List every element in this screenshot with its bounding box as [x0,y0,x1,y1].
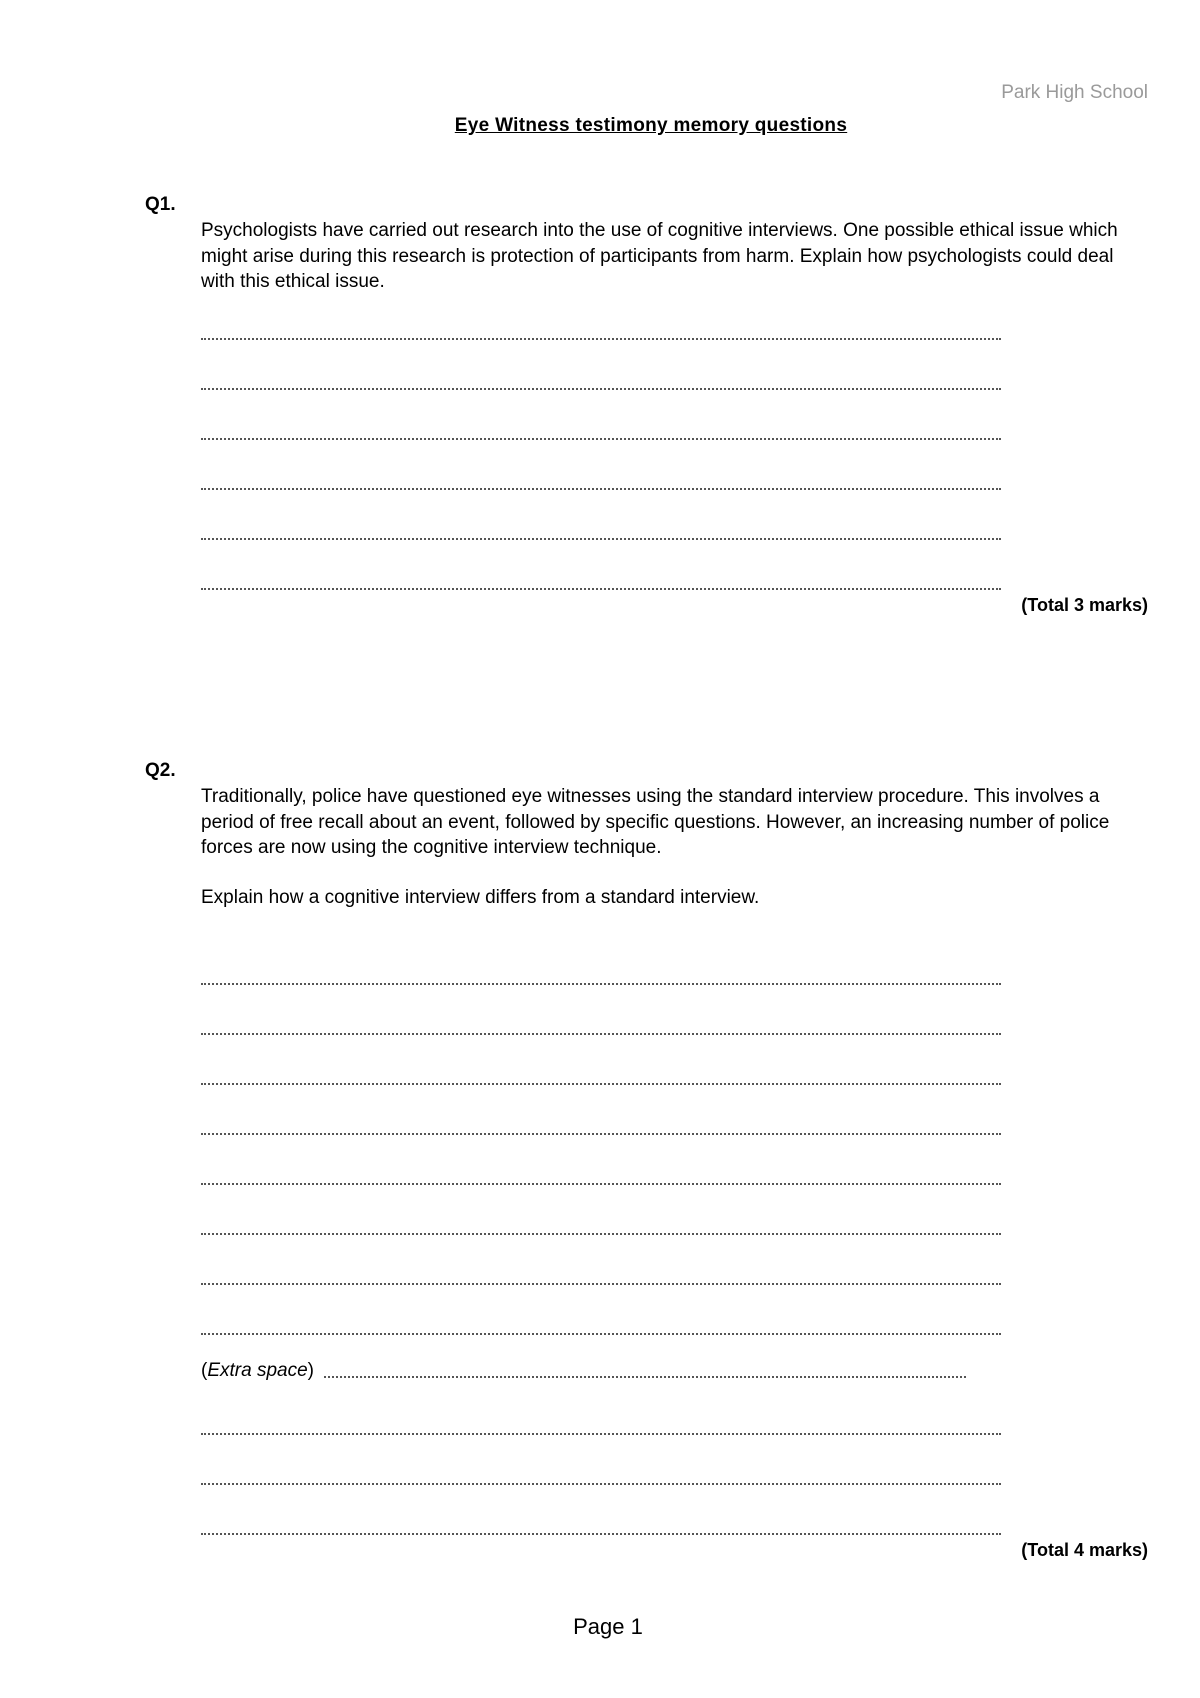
answer-line[interactable] [201,1183,1001,1185]
answer-line[interactable] [201,1233,1001,1235]
answer-line[interactable] [201,1033,1001,1035]
question-2-total-marks: (Total 4 marks) [1021,1540,1148,1560]
answer-line[interactable] [201,388,1001,390]
answer-line[interactable] [201,338,1001,340]
question-1-total-marks: (Total 3 marks) [1021,595,1148,615]
page-number: Page 1 [573,1614,643,1639]
answer-line[interactable] [201,1433,1001,1435]
answer-line[interactable] [201,488,1001,490]
question-1-body: Psychologists have carried out research into the use of cognitive interviews. One possible ethical issue which might arise during this research is protection of participants from harm. Explain how psychologists could deal with this ethical issue. [201,220,1118,292]
extra-space-close-paren: ) [307,1360,314,1381]
answer-line[interactable] [201,1283,1001,1285]
question-1-number: Q1. [145,194,176,215]
school-name: Park High School [1001,82,1148,103]
extra-space-label: Extra space [207,1360,308,1381]
answer-line[interactable] [201,1133,1001,1135]
document-title: Eye Witness testimony memory questions [454,115,848,136]
answer-line[interactable] [201,1333,1001,1335]
answer-line[interactable] [201,983,1001,985]
extra-space-row[interactable] [201,1360,966,1382]
question-1-text [201,218,1131,295]
answer-line[interactable] [201,538,1001,540]
answer-line[interactable] [201,1083,1001,1085]
question-2-text [201,784,1131,910]
question-2-body: Traditionally, police have questioned eye witnesses using the standard interview procedure. This involves a period of free recall about an event, followed by specific questions. However, an increasing number of police forces are now using the cognitive interview technique. [201,786,1110,858]
extra-space-open-paren: ( [201,1360,208,1381]
answer-line[interactable] [201,1533,1001,1535]
answer-line[interactable] [201,1483,1001,1485]
answer-line[interactable] [201,438,1001,440]
answer-line[interactable] [201,588,1001,590]
question-2-prompt: Explain how a cognitive interview differs from a standard interview. [201,886,760,908]
question-2-number: Q2. [145,760,176,781]
extra-space-line[interactable] [324,1376,966,1378]
